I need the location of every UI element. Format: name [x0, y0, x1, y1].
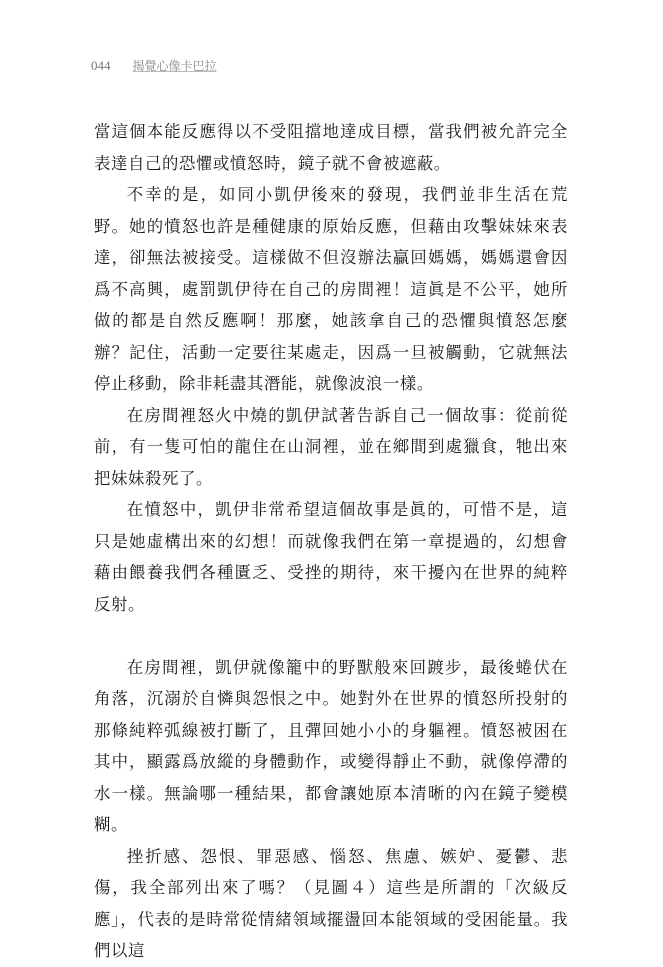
paragraph: 在房間裡，凱伊就像籠中的野獸般來回踱步，最後蜷伏在角落，沉溺於自憐與怨恨之中。她對外在世界的憤怒所投射的那條純粹弧線被打斷了，且彈回她小小的身軀裡。憤怒被困在其中，顯露爲放縱的身體動作，或變得靜止不動，就像停滯的水一樣。無論哪一種結果，都會讓她原本清晰的內在鏡子變模糊。: [94, 657, 568, 834]
paragraph: 當這個本能反應得以不受阻擋地達成目標，當我們被允許完全表達自己的恐懼或憤怒時，鏡子就不會被遮蔽。: [94, 122, 568, 173]
paragraph: 不幸的是，如同小凱伊後來的發現，我們並非生活在荒野。她的憤怒也許是種健康的原始反應，但藉由攻擊妹妹來表達，卻無法被接受。這樣做不但沒辦法贏回媽媽，媽媽還會因爲不高興，處罰凱伊待在自己的房間裡！這眞是不公平，她所做的都是自然反應啊！那麼，她該拿自己的恐懼與憤怒怎麼辦？記住，活動一定要往某處走，因爲一旦被觸動，它就無法停止移動，除非耗盡其潛能，就像波浪一樣。: [94, 185, 568, 393]
paragraph: 挫折感、怨恨、罪惡感、惱怒、焦慮、嫉妒、憂鬱、悲傷，我全部列出來了嗎？（見圖４）這些是所謂的「次級反應」，代表的是時常從情緒領域擺盪回本能領域的受困能量。我們以這: [94, 846, 568, 960]
paragraph: 在憤怒中，凱伊非常希望這個故事是眞的，可惜不是，這只是她虛構出來的幻想！而就像我們在第一章提過的，幻想會藉由餵養我們各種匱乏、受挫的期待，來干擾內在世界的純粹反射。: [94, 500, 568, 614]
body-text: [94, 116, 568, 967]
running-header: [91, 57, 217, 74]
book-title: 揭覺心像卡巴拉: [132, 59, 217, 73]
page-number: 044: [91, 58, 111, 73]
paragraph: 在房間裡怒火中燒的凱伊試著告訴自己一個故事：從前從前，有一隻可怕的龍住在山洞裡，並在鄉間到處獵食，牠出來把妹妹殺死了。: [94, 405, 568, 488]
